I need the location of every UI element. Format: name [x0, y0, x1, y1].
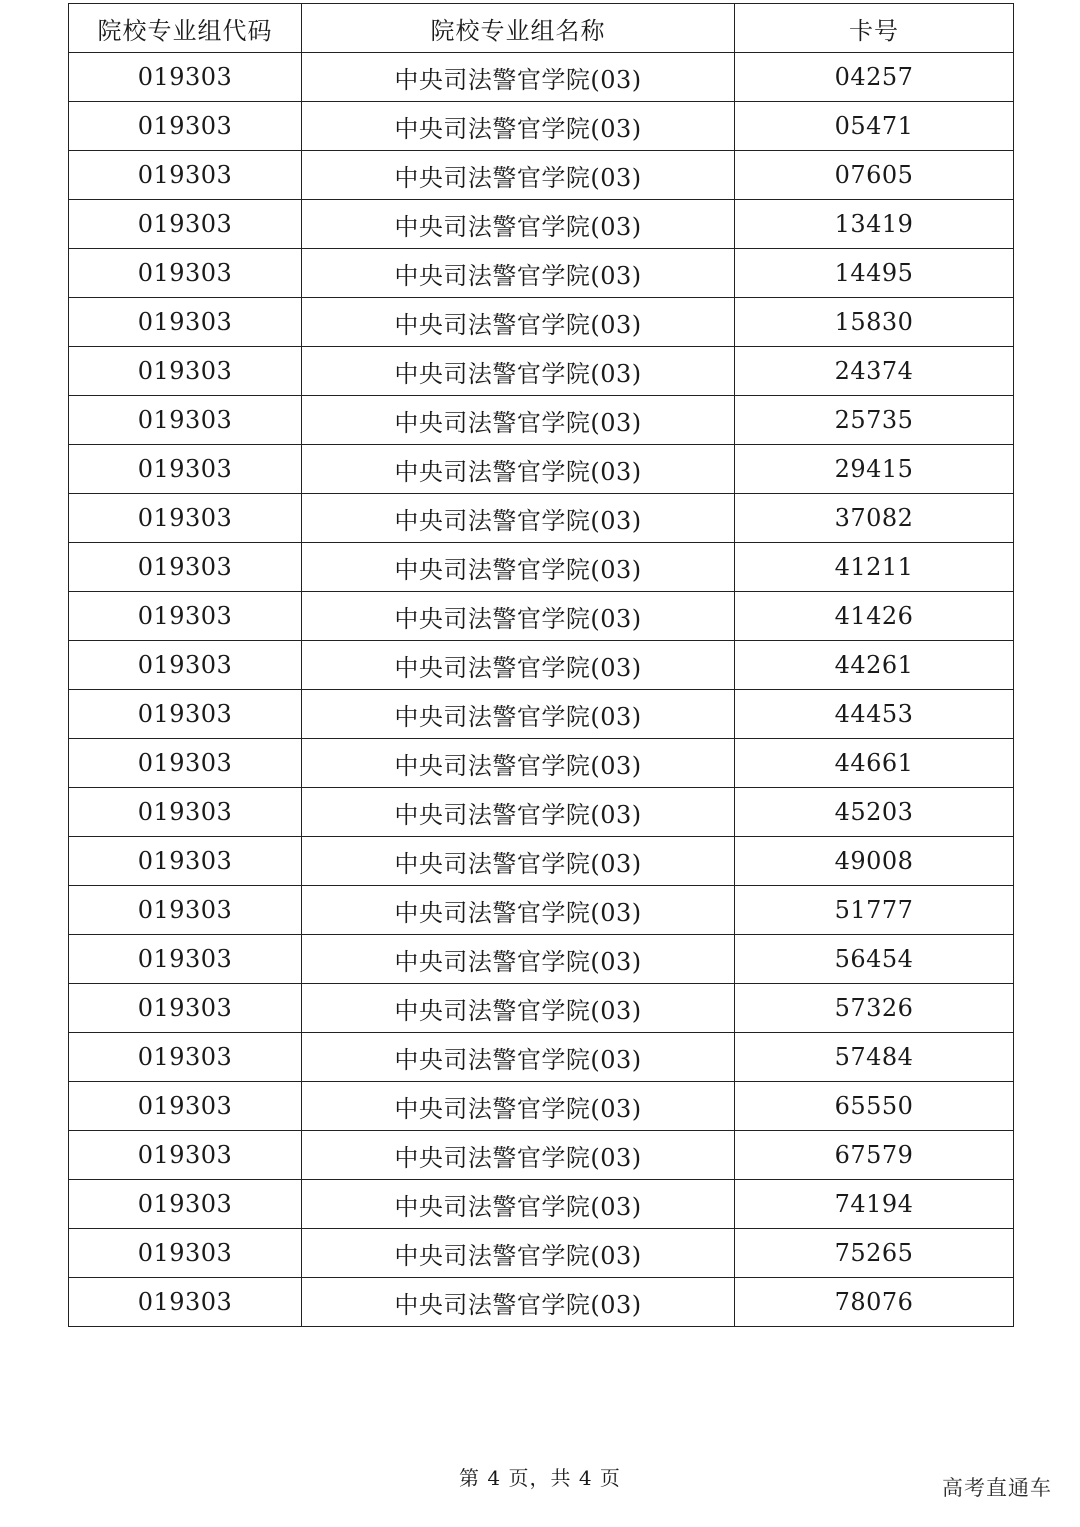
cell-group-name: 中央司法警官学院(03): [302, 984, 735, 1033]
cell-group-code: 019303: [69, 886, 302, 935]
table-row: [69, 984, 1014, 1033]
cell-group-code: 019303: [69, 788, 302, 837]
table-row: [69, 1229, 1014, 1278]
cell-group-code: 019303: [69, 200, 302, 249]
table-row: [69, 690, 1014, 739]
table-row: [69, 886, 1014, 935]
cell-card-number: 67579: [735, 1131, 1014, 1180]
cell-group-code: 019303: [69, 445, 302, 494]
cell-card-number: 57484: [735, 1033, 1014, 1082]
table-row: [69, 837, 1014, 886]
cell-group-code: 019303: [69, 298, 302, 347]
cell-group-code: 019303: [69, 739, 302, 788]
cell-group-name: 中央司法警官学院(03): [302, 886, 735, 935]
table-row: [69, 739, 1014, 788]
table-row: [69, 249, 1014, 298]
cell-card-number: 15830: [735, 298, 1014, 347]
cell-card-number: 57326: [735, 984, 1014, 1033]
cell-group-name: 中央司法警官学院(03): [302, 837, 735, 886]
cell-group-code: 019303: [69, 543, 302, 592]
cell-group-code: 019303: [69, 690, 302, 739]
cell-card-number: 45203: [735, 788, 1014, 837]
table-row: [69, 1033, 1014, 1082]
table-row: [69, 53, 1014, 102]
page-number: 第 4 页，共 4 页: [459, 1466, 621, 1490]
cell-group-name: 中央司法警官学院(03): [302, 1131, 735, 1180]
cell-group-code: 019303: [69, 837, 302, 886]
cell-card-number: 24374: [735, 347, 1014, 396]
cell-card-number: 65550: [735, 1082, 1014, 1131]
cell-group-name: 中央司法警官学院(03): [302, 641, 735, 690]
cell-group-code: 019303: [69, 935, 302, 984]
table-row: [69, 592, 1014, 641]
cell-group-name: 中央司法警官学院(03): [302, 543, 735, 592]
cell-card-number: 29415: [735, 445, 1014, 494]
header-group-code: 院校专业组代码: [69, 4, 302, 53]
table-row: [69, 347, 1014, 396]
table-row: [69, 543, 1014, 592]
cell-group-code: 019303: [69, 984, 302, 1033]
cell-group-name: 中央司法警官学院(03): [302, 1229, 735, 1278]
cell-group-code: 019303: [69, 53, 302, 102]
header-card-number: 卡号: [735, 4, 1014, 53]
table-body: [69, 53, 1014, 1327]
cell-group-name: 中央司法警官学院(03): [302, 102, 735, 151]
cell-card-number: 05471: [735, 102, 1014, 151]
cell-group-name: 中央司法警官学院(03): [302, 494, 735, 543]
table-row: [69, 1278, 1014, 1327]
cell-group-code: 019303: [69, 249, 302, 298]
cell-group-code: 019303: [69, 1131, 302, 1180]
cell-group-name: 中央司法警官学院(03): [302, 592, 735, 641]
cell-group-code: 019303: [69, 151, 302, 200]
cell-card-number: 44261: [735, 641, 1014, 690]
cell-card-number: 44453: [735, 690, 1014, 739]
cell-group-name: 中央司法警官学院(03): [302, 788, 735, 837]
table-row: [69, 1180, 1014, 1229]
cell-group-code: 019303: [69, 1229, 302, 1278]
cell-group-name: 中央司法警官学院(03): [302, 690, 735, 739]
table-row: [69, 1131, 1014, 1180]
cell-group-name: 中央司法警官学院(03): [302, 1082, 735, 1131]
cell-card-number: 41211: [735, 543, 1014, 592]
table-row: [69, 1082, 1014, 1131]
cell-card-number: 75265: [735, 1229, 1014, 1278]
cell-group-name: 中央司法警官学院(03): [302, 1278, 735, 1327]
cell-group-name: 中央司法警官学院(03): [302, 1033, 735, 1082]
table-row: [69, 445, 1014, 494]
cell-group-name: 中央司法警官学院(03): [302, 396, 735, 445]
table-header: [69, 4, 1014, 53]
cell-card-number: 51777: [735, 886, 1014, 935]
cell-card-number: 74194: [735, 1180, 1014, 1229]
table-row: [69, 935, 1014, 984]
cell-card-number: 56454: [735, 935, 1014, 984]
cell-group-name: 中央司法警官学院(03): [302, 298, 735, 347]
header-group-name: 院校专业组名称: [302, 4, 735, 53]
cell-group-name: 中央司法警官学院(03): [302, 347, 735, 396]
table-row: [69, 298, 1014, 347]
cell-group-code: 019303: [69, 494, 302, 543]
cell-group-name: 中央司法警官学院(03): [302, 249, 735, 298]
table-row: [69, 641, 1014, 690]
cell-card-number: 49008: [735, 837, 1014, 886]
cell-group-name: 中央司法警官学院(03): [302, 935, 735, 984]
table-row: [69, 396, 1014, 445]
cell-card-number: 44661: [735, 739, 1014, 788]
table-row: [69, 788, 1014, 837]
cell-group-code: 019303: [69, 641, 302, 690]
cell-group-code: 019303: [69, 102, 302, 151]
cell-card-number: 78076: [735, 1278, 1014, 1327]
cell-group-name: 中央司法警官学院(03): [302, 445, 735, 494]
watermark-text: 高考直通车: [942, 1476, 1052, 1500]
cell-group-code: 019303: [69, 1180, 302, 1229]
cell-group-code: 019303: [69, 396, 302, 445]
cell-group-name: 中央司法警官学院(03): [302, 200, 735, 249]
cell-card-number: 13419: [735, 200, 1014, 249]
table-header-row: [69, 4, 1014, 53]
cell-group-code: 019303: [69, 1082, 302, 1131]
cell-group-code: 019303: [69, 1033, 302, 1082]
table-row: [69, 200, 1014, 249]
cell-group-name: 中央司法警官学院(03): [302, 739, 735, 788]
cell-group-code: 019303: [69, 592, 302, 641]
cell-card-number: 04257: [735, 53, 1014, 102]
cell-group-name: 中央司法警官学院(03): [302, 53, 735, 102]
admission-card-table: [68, 3, 1014, 1327]
cell-group-code: 019303: [69, 1278, 302, 1327]
cell-card-number: 25735: [735, 396, 1014, 445]
cell-card-number: 14495: [735, 249, 1014, 298]
cell-card-number: 07605: [735, 151, 1014, 200]
cell-card-number: 41426: [735, 592, 1014, 641]
table-row: [69, 102, 1014, 151]
cell-group-code: 019303: [69, 347, 302, 396]
cell-group-name: 中央司法警官学院(03): [302, 1180, 735, 1229]
table-row: [69, 494, 1014, 543]
table-row: [69, 151, 1014, 200]
cell-group-name: 中央司法警官学院(03): [302, 151, 735, 200]
cell-card-number: 37082: [735, 494, 1014, 543]
